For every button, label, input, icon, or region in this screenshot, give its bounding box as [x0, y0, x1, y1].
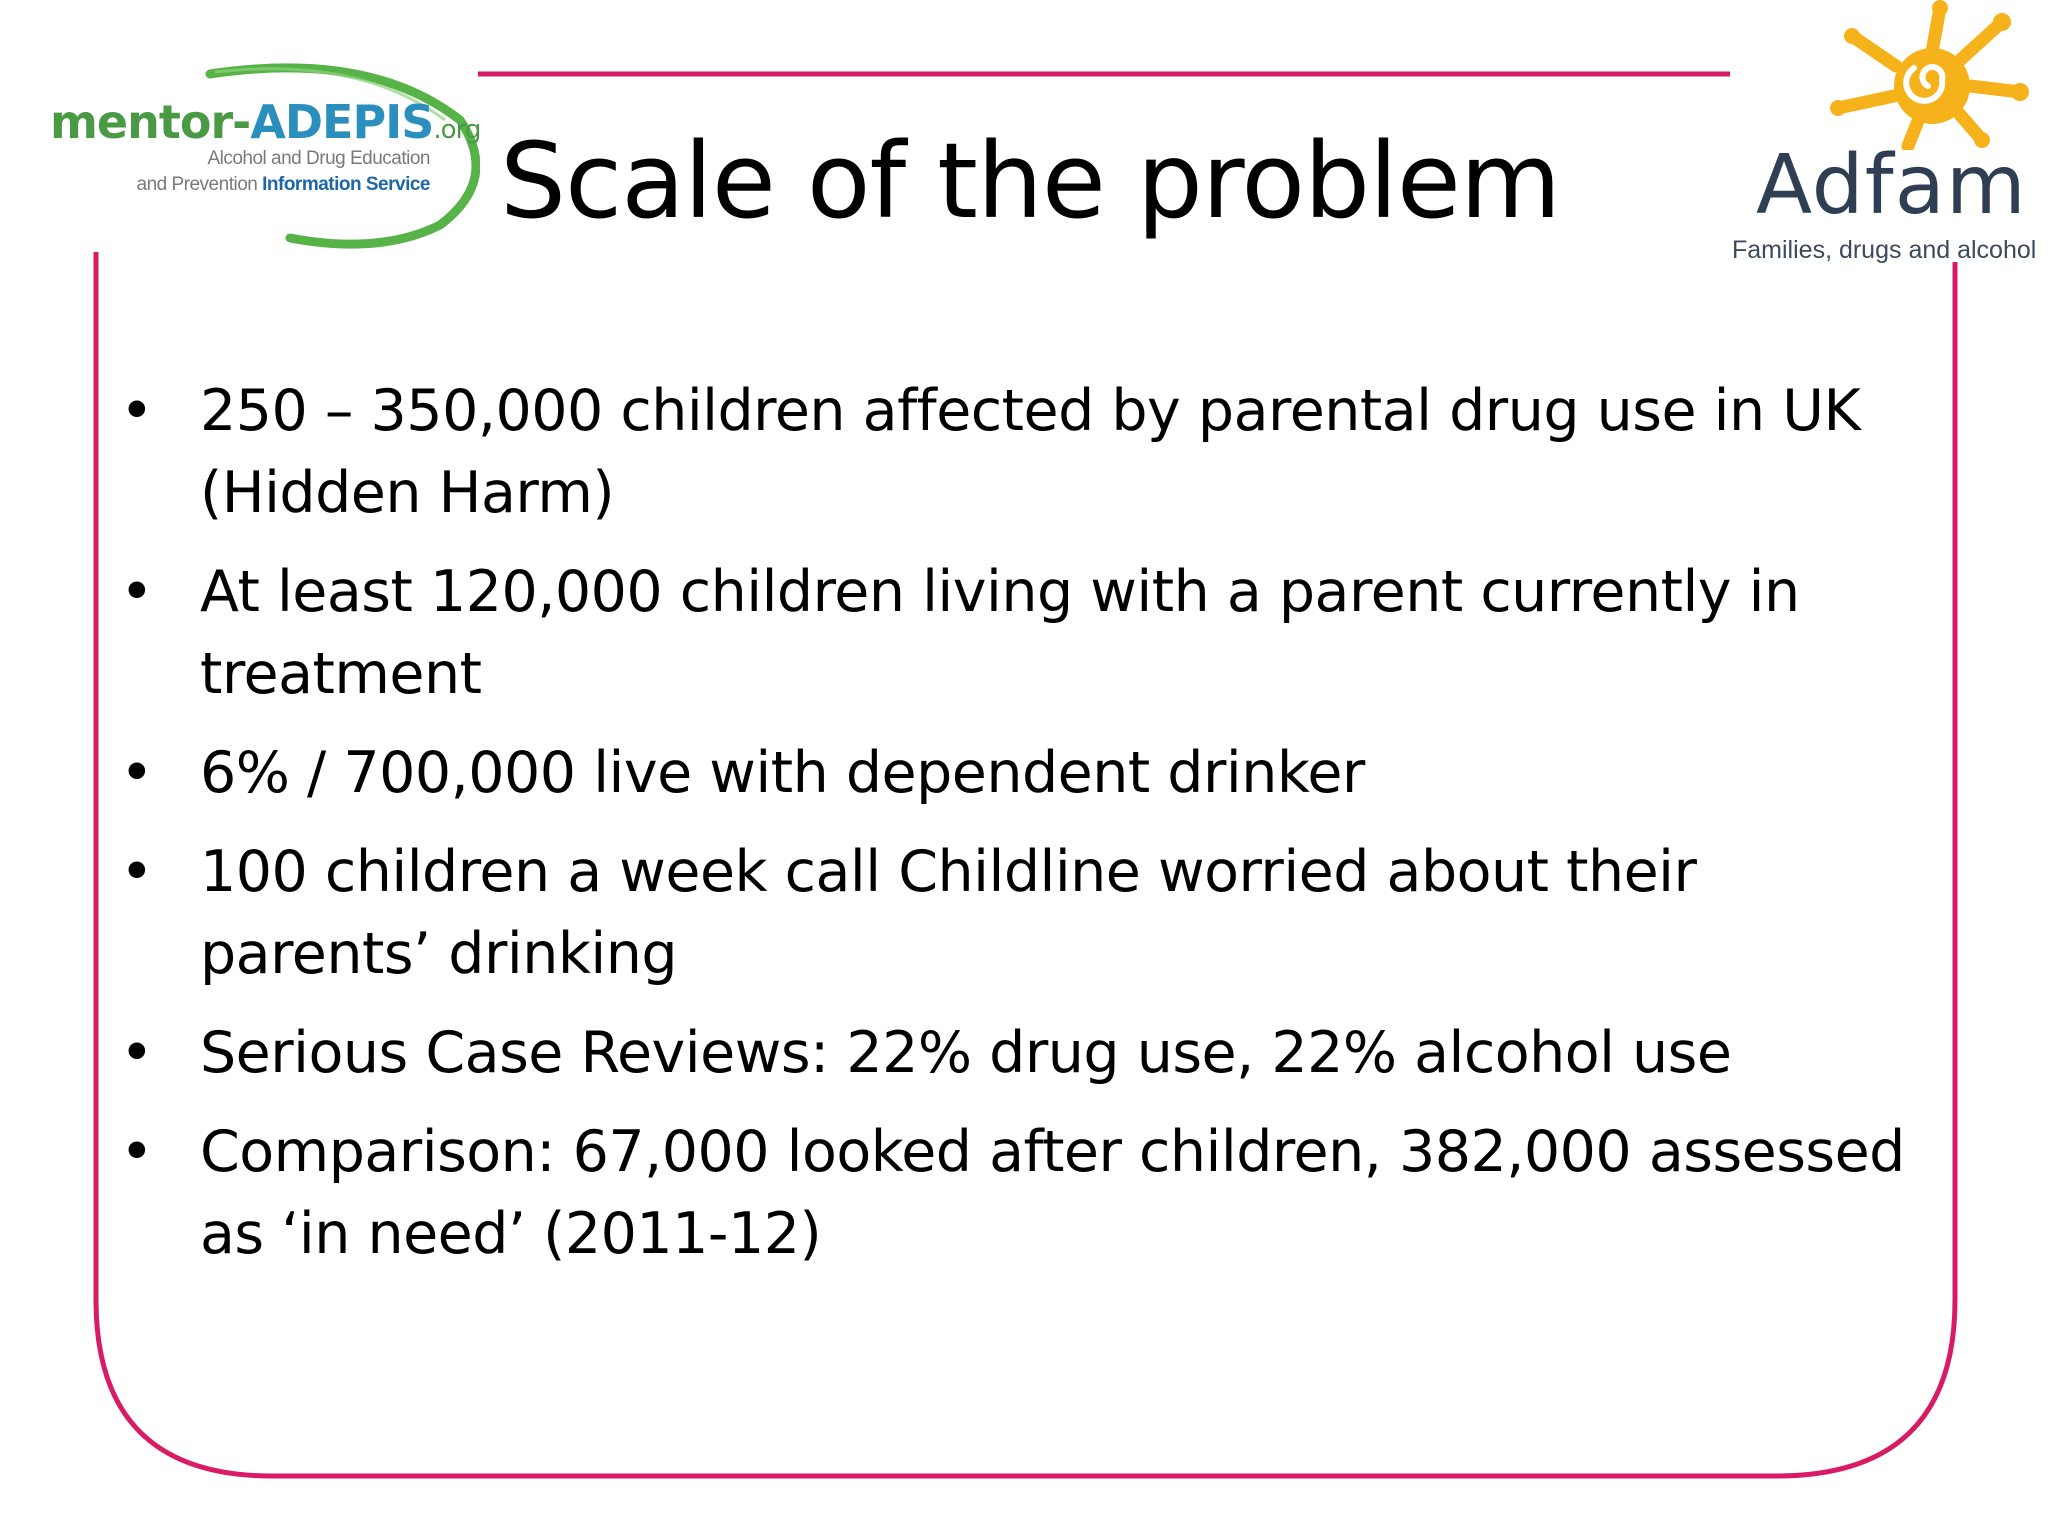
bullet-glyph: • — [120, 740, 154, 806]
logo-wordmark — [50, 95, 480, 149]
bullet-text: 100 children a week call Childline worried about their parents’ drinking — [200, 839, 1697, 987]
logo-word-mentor: mentor- — [50, 95, 251, 149]
logo-subtitle-line1: Alcohol and Drug Education — [207, 148, 430, 169]
bullet-text: At least 120,000 children living with a parent currently in treatment — [200, 559, 1800, 707]
logo-subtitle-plain: and Prevention — [136, 174, 263, 195]
slide-title: Scale of the problem — [500, 120, 1561, 242]
mentor-adepis-logo — [40, 50, 480, 250]
bullet-item — [110, 551, 1930, 715]
bullet-glyph: • — [120, 839, 154, 905]
bullet-glyph: • — [120, 1119, 154, 1185]
logo-subtitle-line2 — [137, 174, 430, 196]
bullet-list — [110, 370, 1930, 1292]
bullet-glyph: • — [120, 559, 154, 625]
bullet-glyph: • — [120, 378, 154, 444]
bullet-text: Serious Case Reviews: 22% drug use, 22% alcohol use — [200, 1020, 1732, 1086]
bullet-item — [110, 1111, 1930, 1275]
bullet-text: Comparison: 67,000 looked after children, 382,000 assessed as ‘in need’ (2011-12) — [200, 1119, 1905, 1267]
bullet-text: 250 – 350,000 children affected by parental drug use in UK (Hidden Harm) — [200, 378, 1861, 526]
bullet-item — [110, 831, 1930, 995]
bullet-glyph: • — [120, 1020, 154, 1086]
bullet-item — [110, 370, 1930, 534]
logo-subtitle-bold: Information Service — [262, 174, 430, 195]
bullet-item — [110, 732, 1930, 814]
adfam-tagline: Families, drugs and alcohol — [1732, 236, 2037, 264]
adfam-wordmark: Adfam — [1756, 138, 2027, 233]
logo-word-org: .org — [433, 115, 481, 145]
logo-word-adepis: ADEPIS — [250, 95, 434, 149]
sun-icon — [1720, 0, 2048, 150]
bullet-item — [110, 1012, 1930, 1094]
adfam-logo — [1720, 0, 2048, 280]
bullet-text: 6% / 700,000 live with dependent drinker — [200, 740, 1365, 806]
